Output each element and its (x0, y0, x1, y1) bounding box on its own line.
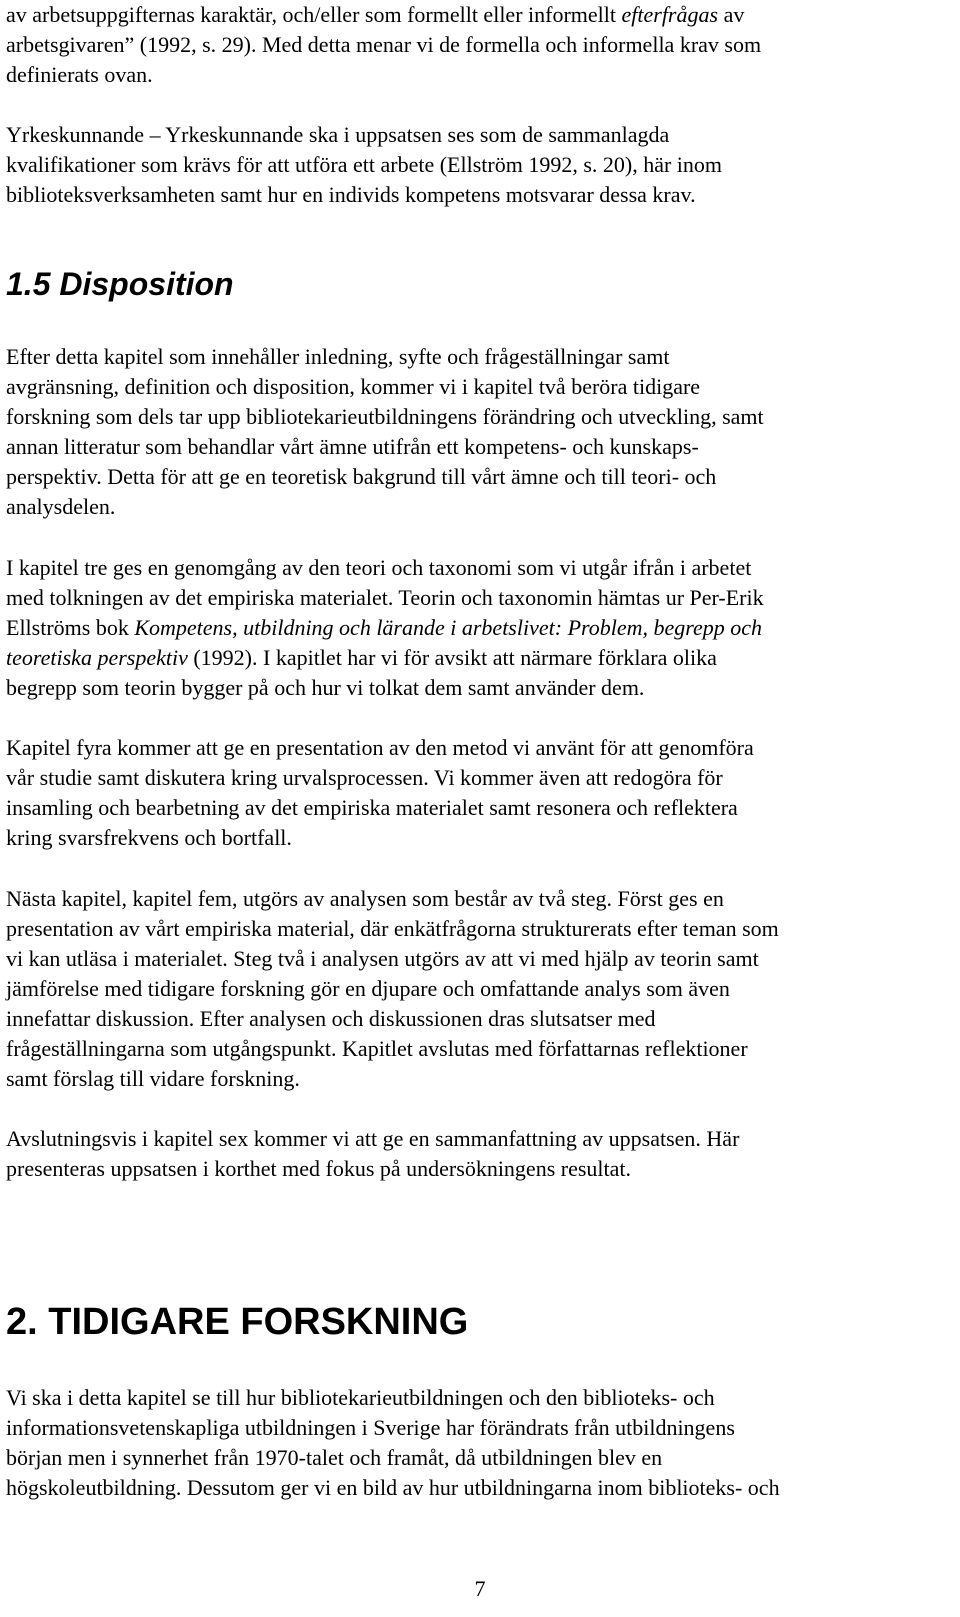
text-segment: Ellströms bok (6, 615, 135, 640)
text-line: annan litteratur som behandlar vårt ämne utifrån ett kompetens- och kunskaps- (6, 434, 699, 459)
text-line (6, 0, 744, 31)
text-segment: av arbetsuppgifternas karaktär, och/eller som formellt eller informellt (6, 2, 622, 27)
text-line: arbetsgivaren” (1992, s. 29). Med detta menar vi de formella och informella krav som (6, 32, 762, 57)
text-line: med tolkningen av det empiriska materialet. Teorin och taxonomin hämtas ur Per-Erik (6, 585, 764, 610)
text-line: forskning som dels tar upp bibliotekarieutbildningens förändring och utveckling, samt (6, 404, 764, 429)
text-line: biblioteksverksamheten samt hur en individs kompetens motsvarar dessa krav. (6, 182, 696, 207)
text-line: samt förslag till vidare forskning. (6, 1066, 300, 1091)
text-line: I kapitel tre ges en genomgång av den teori och taxonomi som vi utgår ifrån i arbetet (6, 555, 752, 580)
book-title: teoretiska perspektiv (6, 645, 188, 670)
text-line: analysdelen. (6, 494, 116, 519)
text-line: kring svarsfrekvens och bortfall. (6, 825, 292, 850)
text-line: presenteras uppsatsen i korthet med fokus på undersökningens resultat. (6, 1156, 632, 1181)
text-line: definierats ovan. (6, 62, 153, 87)
text-line: informationsvetenskapliga utbildningen i Sverige har förändrats från utbildningens (6, 1415, 735, 1440)
text-line: högskoleutbildning. Dessutom ger vi en bild av hur utbildningarna inom biblioteks- och (6, 1475, 780, 1500)
chapter-heading: 2. TIDIGARE FORSKNING (6, 1301, 469, 1343)
text-line: kvalifikationer som krävs för att utföra ett arbete (Ellström 1992, s. 20), här inom (6, 152, 723, 177)
text-line: avgränsning, definition och disposition, kommer vi i kapitel två beröra tidigare (6, 374, 701, 399)
text-line: jämförelse med tidigare forskning gör en djupare och omfattande analys som även (6, 976, 730, 1001)
text-line: vår studie samt diskutera kring urvalsprocessen. Vi kommer även att redogöra för (6, 765, 723, 790)
text-line: Avslutningsvis i kapitel sex kommer vi att ge en sammanfattning av uppsatsen. Här (6, 1126, 740, 1151)
text-line: begrepp som teorin bygger på och hur vi tolkat dem samt använder dem. (6, 675, 645, 700)
text-line (6, 643, 717, 674)
text-segment: (1992). I kapitlet har vi för avsikt att närmare förklara olika (187, 645, 717, 670)
text-line: frågeställningarna som utgångspunkt. Kapitlet avslutas med författarnas reflektioner (6, 1036, 748, 1061)
text-line: början men i synnerhet från 1970-talet och framåt, då utbildningen blev en (6, 1445, 663, 1470)
text-line: Efter detta kapitel som innehåller inledning, syfte och frågeställningar samt (6, 344, 670, 369)
text-line: insamling och bearbetning av det empiriska materialet samt resonera och reflektera (6, 795, 738, 820)
page-number: 7 (474, 1576, 486, 1601)
text-line (6, 613, 762, 644)
text-line: innefattar diskussion. Efter analysen och diskussionen dras slutsatser med (6, 1006, 656, 1031)
text-line: perspektiv. Detta för att ge en teoretisk bakgrund till vårt ämne och till teori- och (6, 464, 717, 489)
text-line: Nästa kapitel, kapitel fem, utgörs av analysen som består av två steg. Först ges en (6, 886, 724, 911)
text-segment: av (718, 2, 745, 27)
text-line: Vi ska i detta kapitel se till hur bibliotekarieutbildningen och den biblioteks- och (6, 1385, 715, 1410)
text-line: Kapitel fyra kommer att ge en presentation av den metod vi använt för att genomföra (6, 735, 754, 760)
book-title: Kompetens, utbildning och lärande i arbetslivet: Problem, begrepp och (134, 615, 763, 640)
section-heading: 1.5 Disposition (6, 266, 234, 302)
text-line: vi kan utläsa i materialet. Steg två i analysen utgörs av att vi med hjälp av teorin samt (6, 946, 759, 971)
text-line: Yrkeskunnande – Yrkeskunnande ska i uppsatsen ses som de sammanlagda (6, 122, 670, 147)
italic-term: efterfrågas (621, 2, 719, 27)
text-line: presentation av vårt empiriska material, där enkätfrågorna strukturerats efter teman som (6, 916, 779, 941)
